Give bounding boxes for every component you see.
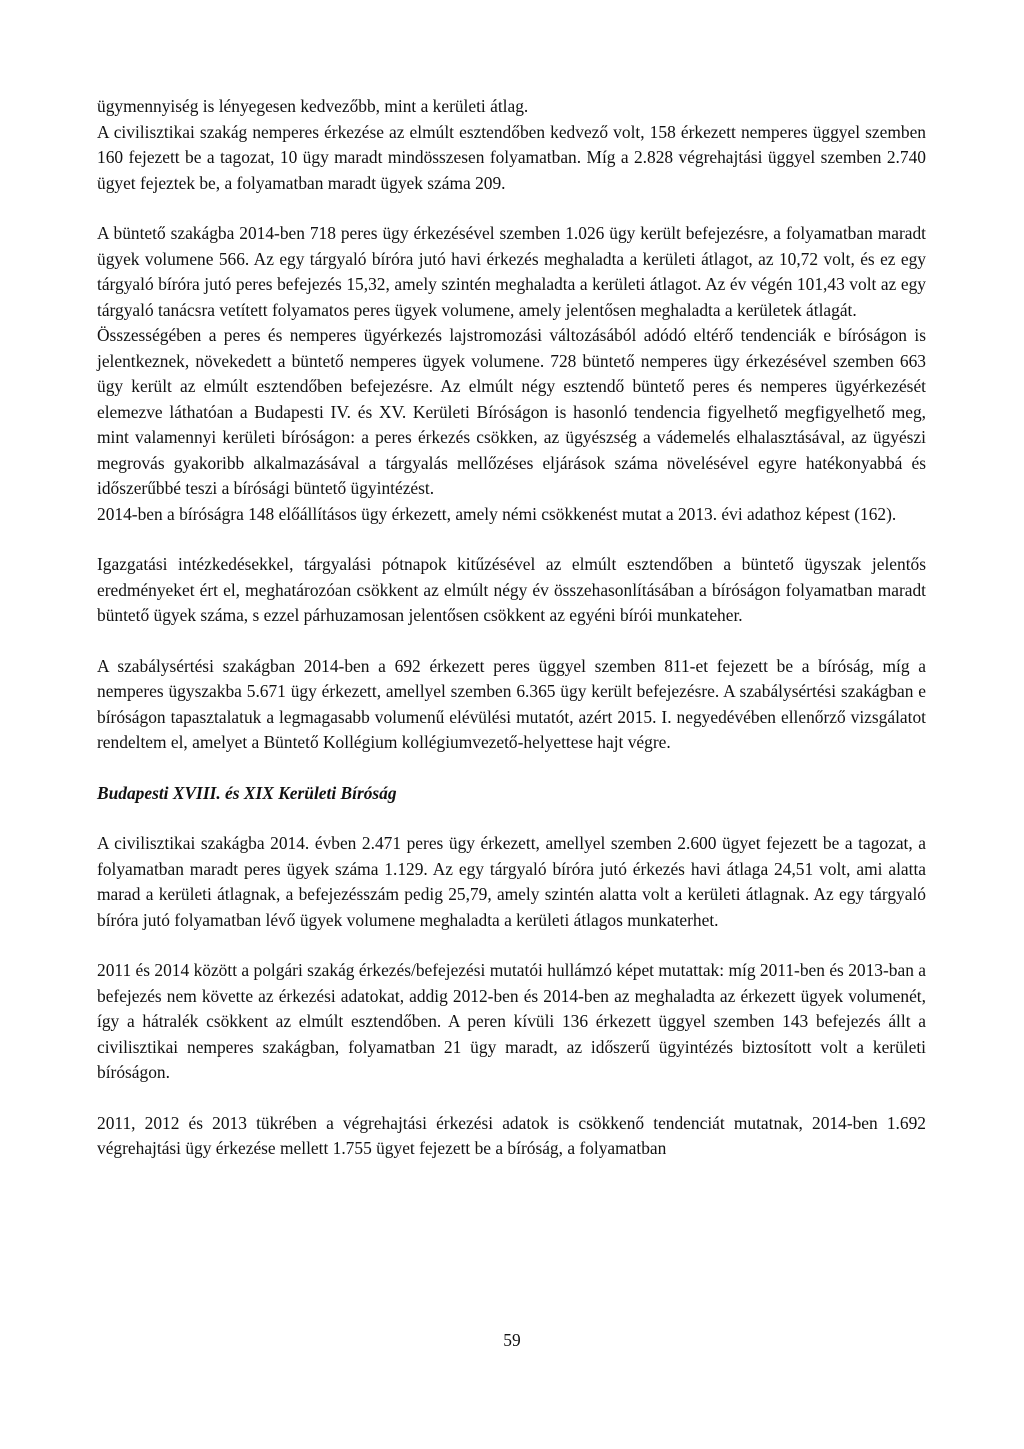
paragraph-1: ügymennyiség is lényegesen kedvezőbb, mint a kerületi átlag. [97, 96, 529, 116]
paragraph-gap [97, 527, 926, 552]
paragraph-gap [97, 933, 926, 958]
paragraph-gap [97, 756, 926, 781]
paragraph-gap [97, 806, 926, 831]
page-number: 59 [503, 1330, 521, 1350]
paragraph-8: A civilisztikai szakágba 2014. évben 2.471 peres ügy érkezett, amellyel szemben 2.600 ügyet fejezett be a tagozat, a folyamatban maradt peres ügyek száma 1.129. Az egy tárgyaló bíróra jutó érkezés havi átlaga 24,51 volt, ami alatta marad a kerületi átlagnak, a befejezésszám pedig 25,79, amely szintén alatta volt a kerületi átlagnak. Az egy tárgyaló bíróra jutó folyamatban lévő ügyek volumene meghaladta a kerületi átlagos munkaterhet. [97, 833, 926, 930]
paragraph-7: A szabálysértési szakágban 2014-ben a 692 érkezett peres üggyel szemben 811-et fejezett be a bíróság, míg a nemperes ügyszakba 5.671 ügy érkezett, amellyel szemben 6.365 ügy került befejezésre. A szabálysértési szakágban e bíróságon tapasztalatuk a legmagasabb volumenű elévülési mutatót, azért 2015. I. negyedévében ellenőrző vizsgálatot rendeltem el, amelyet a Büntető Kollégium kollégiumvezető-helyettese hajt végre. [97, 655, 926, 752]
section-heading: Budapesti XVIII. és XIX Kerületi Bíróság [97, 782, 397, 803]
paragraph-9: 2011 és 2014 között a polgári szakág érkezés/befejezési mutatói hullámzó képet mutattak: míg 2011-ben és 2013-ban a befejezés nem követte az érkezési adatokat, addig 2012-ben és 2014-ben az meghaladta az érkezett ügyek volumenét, így a hátralék csökkent az elmúlt esztendőben. A peren kívüli 136 érkezett üggyel szemben 143 befejezés állt a civilisztikai nemperes szakágban, folyamatban 21 ügy maradt, az időszerű ügyintézés biztosított volt a kerületi bíróságon. [97, 960, 926, 1082]
paragraph-3: A büntető szakágba 2014-ben 718 peres ügy érkezésével szemben 1.026 ügy került befejezésre, a folyamatban maradt ügyek volumene 566. Az egy tárgyaló bíróra jutó havi érkezés meghaladta a kerületi átlagot, az 10,72 volt, és ez egy tárgyaló bíróra jutó peres befejezés 15,32, amely szintén meghaladta a kerületi átlagot. Az év végén 101,43 volt az egy tárgyaló tanácsra vetített folyamatos peres ügyek volumene, amely jelentősen meghaladta a kerületek átlagát. [97, 223, 926, 320]
paragraph-gap [97, 196, 926, 221]
paragraph-2: A civilisztikai szakág nemperes érkezése az elmúlt esztendőben kedvező volt, 158 érkezett nemperes üggyel szemben 160 fejezett be a tagozat, 10 ügy maradt mindösszesen folyamatban. Míg a 2.828 végrehajtási üggyel szemben 2.740 ügyet fejeztek be, a folyamatban maradt ügyek száma 209. [97, 121, 926, 193]
page-content [97, 94, 926, 1162]
paragraph-10: 2011, 2012 és 2013 tükrében a végrehajtási érkezési adatok is csökkenő tendenciát mutatnak, 2014-ben 1.692 végrehajtási ügy érkezése mellett 1.755 ügyet fejezett be a bíróság, a folyamatban [97, 1112, 926, 1158]
paragraph-4: Összességében a peres és nemperes ügyérkezés lajstromozási változásából adódó eltérő tendenciák e bíróságon is jelentkeznek, növekedett a büntető nemperes ügyek volumene. 728 büntető nemperes ügy érkezésével szemben 663 ügy került az elmúlt esztendőben befejezésre. Az elmúlt négy esztendő büntető peres és nemperes ügyérkezését elemezve láthatóan a Budapesti IV. és XV. Kerületi Bíróságon is hasonló tendencia figyelhető megfigyelhető meg, mint valamennyi kerületi bíróságon: a peres érkezés csökken, az ügyészség a vádemelés elhalasztásával, az ügyészi megrovás gyakoribb alkalmazásával a tárgyalás mellőzéses eljárások száma növelésével egyre hatékonyabbá és időszerűbbé teszi a bírósági büntető ügyintézést. [97, 325, 926, 498]
paragraph-6: Igazgatási intézkedésekkel, tárgyalási pótnapok kitűzésével az elmúlt esztendőben a büntető ügyszak jelentős eredményeket ért el, meghatározóan csökkent az elmúlt négy év összehasonlításában a bíróságon folyamatban maradt büntető ügyek száma, s ezzel párhuzamosan jelentősen csökkent az egyéni bírói munkateher. [97, 554, 926, 625]
paragraph-gap [97, 1086, 926, 1111]
paragraph-5: 2014-ben a bíróságra 148 előállításos ügy érkezett, amely némi csökkenést mutat a 2013. évi adathoz képest (162). [97, 503, 897, 524]
paragraph-gap [97, 629, 926, 654]
